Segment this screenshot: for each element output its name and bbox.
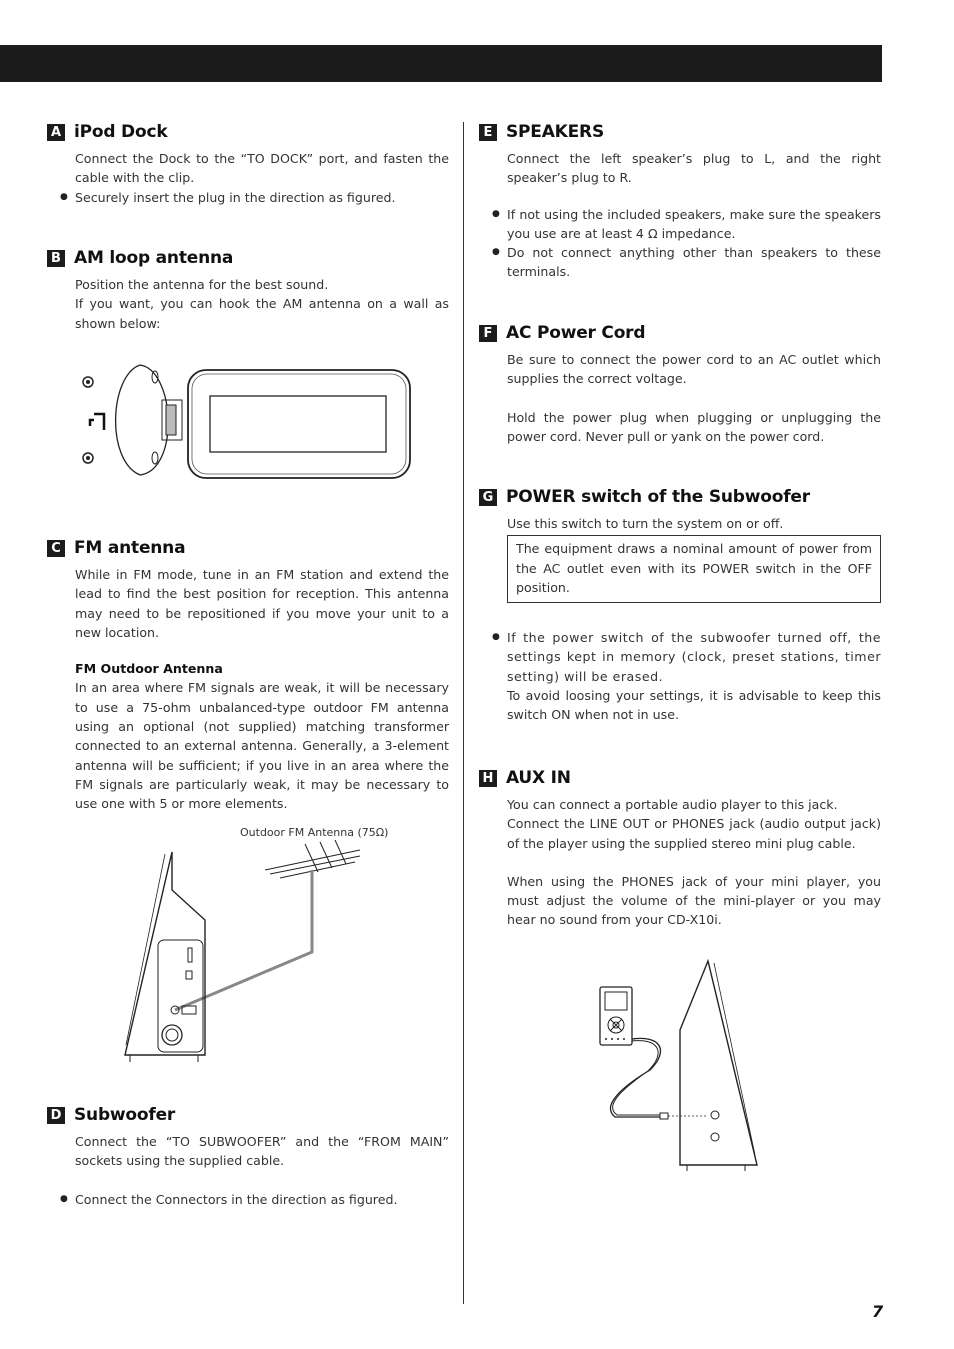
- section-text: Connect the left speaker’s plug to L, and the right speaker’s plug to R.: [507, 151, 881, 186]
- section-text: To avoid loosing your settings, it is advisable to keep this switch ON when not in use.: [507, 688, 881, 723]
- section-text: In an area where FM signals are weak, it will be necessary to use a 75-ohm unbalanced-type outdoor FM antenna using an optional (not supplied) matching transformer connected to an external antenna. Generally, a 3-element antenna will be sufficient; if you live in an area where the FM signals are particularly weak, it may be necessary to use one with 5 or more elements.: [75, 680, 449, 812]
- section-speakers: [479, 121, 881, 282]
- bullet-item: ● Do not connect anything other than speakers to these terminals.: [507, 243, 881, 282]
- section-letter: B: [47, 250, 65, 267]
- section-text: Connect the LINE OUT or PHONES jack (audio output jack) of the player using the supplied stereo mini plug cable.: [507, 816, 881, 851]
- section-title: POWER switch of the Subwoofer: [506, 487, 810, 507]
- fm-antenna-illustration: [120, 840, 370, 1070]
- figure-caption: Outdoor FM Antenna (75Ω): [240, 826, 389, 839]
- section-title: AC Power Cord: [506, 323, 646, 343]
- bullet-item: ● Securely insert the plug in the direction as figured.: [75, 188, 449, 207]
- section-text: If you want, you can hook the AM antenna on a wall as shown below:: [75, 296, 449, 331]
- bullet-item: ● If not using the included speakers, make sure the speakers you use are at least 4 Ω impedance.: [507, 205, 881, 244]
- section-text: Use this switch to turn the system on or off.: [507, 516, 784, 531]
- bullet-item: ● Connect the Connectors in the direction as figured.: [75, 1190, 449, 1209]
- column-divider: [463, 122, 464, 1304]
- aux-in-illustration: [595, 955, 770, 1175]
- section-ac-power-cord: [479, 322, 881, 446]
- section-title: Subwoofer: [74, 1105, 176, 1125]
- section-ipod-dock: [47, 121, 449, 207]
- section-subwoofer: [47, 1104, 449, 1209]
- section-text: Connect the Dock to the “TO DOCK” port, and fasten the cable with the clip.: [75, 151, 449, 186]
- section-text: Connect the “TO SUBWOOFER” and the “FROM MAIN” sockets using the supplied cable.: [75, 1134, 449, 1169]
- section-title: SPEAKERS: [506, 122, 604, 142]
- section-aux-in: [479, 767, 881, 930]
- section-text: Position the antenna for the best sound.: [75, 277, 329, 292]
- bullet-item: ● If the power switch of the subwoofer turned off, the settings kept in memory (clock, preset stations, timer setting) will be erased.: [507, 628, 881, 686]
- section-text: While in FM mode, tune in an FM station and extend the lead to find the best position for reception. This antenna may need to be repositioned if you move your unit to a new location.: [75, 567, 449, 640]
- section-title: FM antenna: [74, 538, 186, 558]
- section-text: Hold the power plug when plugging or unplugging the power cord. Never pull or yank on the power cord.: [507, 409, 881, 444]
- section-letter: E: [479, 124, 497, 141]
- section-title: iPod Dock: [74, 122, 168, 142]
- section-title: AM loop antenna: [74, 248, 234, 268]
- section-letter: D: [47, 1107, 65, 1124]
- section-fm-antenna: [47, 537, 449, 814]
- section-text: When using the PHONES jack of your mini player, you must adjust the volume of the mini-player or you may hear no sound from your CD-X10i.: [507, 873, 881, 928]
- section-title: AUX IN: [506, 768, 571, 788]
- subsection-title: FM Outdoor Antenna: [75, 661, 223, 677]
- note-box: [507, 535, 881, 603]
- section-letter: A: [47, 124, 65, 141]
- section-letter: F: [479, 325, 497, 342]
- section-text: You can connect a portable audio player to this jack.: [507, 797, 838, 812]
- note-text: The equipment draws a nominal amount of power from the AC outlet even with its POWER switch in the OFF position.: [516, 541, 872, 595]
- section-text: Be sure to connect the power cord to an AC outlet which supplies the correct voltage.: [507, 352, 881, 387]
- am-antenna-illustration: [70, 360, 415, 485]
- page-number: 7: [872, 1302, 884, 1321]
- section-power-switch: [479, 486, 881, 725]
- section-am-loop-antenna: [47, 247, 449, 333]
- section-letter: C: [47, 540, 65, 557]
- header-bar: [0, 45, 882, 82]
- section-letter: H: [479, 770, 497, 787]
- section-letter: G: [479, 489, 497, 506]
